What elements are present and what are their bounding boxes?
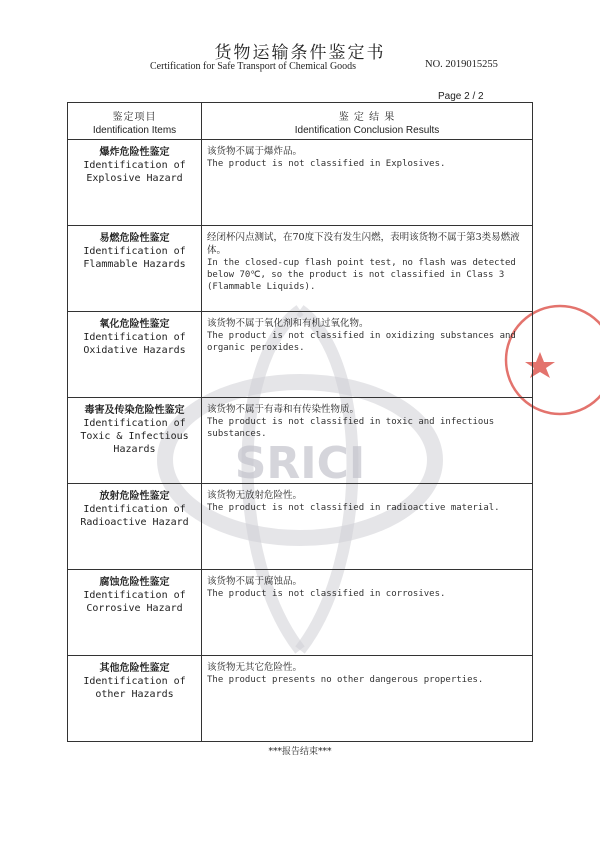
- table-row: [68, 484, 533, 570]
- item-en: Identification of Radioactive Hazard: [80, 504, 189, 528]
- result-cn: 该货物不属于腐蚀品。: [207, 576, 303, 587]
- table-row: [68, 398, 533, 484]
- result-en: In the closed-cup flash point test, no flash was detected below 70℃, so the product is not classified in Class 3 (Flammable Liquids).: [207, 258, 516, 292]
- col-header-items: [68, 103, 202, 140]
- col-header-results: [202, 103, 533, 140]
- result-en: The product is not classified in oxidizing substances and organic peroxides.: [207, 331, 516, 353]
- item-cn: 腐蚀危险性鉴定: [99, 577, 170, 588]
- item-en: Identification of other Hazards: [83, 676, 186, 700]
- col-header-items-cn: 鉴定项目: [112, 112, 157, 123]
- end-of-report: ***报告结束***: [268, 747, 332, 757]
- table-row: [68, 656, 533, 742]
- item-cn: 爆炸危险性鉴定: [99, 147, 170, 158]
- table-row: [68, 312, 533, 398]
- result-cn: 该货物无其它危险性。: [207, 662, 303, 673]
- item-cell: [68, 140, 202, 226]
- result-cell: [202, 226, 533, 312]
- item-cell: [68, 312, 202, 398]
- item-cn: 毒害及传染危险性鉴定: [84, 405, 185, 416]
- result-cn: 该货物不属于有毒和有传染性物质。: [207, 404, 360, 415]
- document-title-cn: 货物运输条件鉴定书: [214, 43, 386, 63]
- result-en: The product is not classified in Explosives.: [207, 159, 446, 169]
- item-en: Identification of Explosive Hazard: [83, 160, 186, 184]
- item-cn: 放射危险性鉴定: [99, 491, 170, 502]
- watermark-text: SRICI: [234, 438, 366, 489]
- result-cell: [202, 484, 533, 570]
- item-en: Identification of Oxidative Hazards: [83, 332, 186, 356]
- item-cn: 易燃危险性鉴定: [99, 233, 170, 244]
- item-cell: [68, 656, 202, 742]
- item-cell: [68, 570, 202, 656]
- result-en: The product is not classified in radioactive material.: [207, 503, 500, 513]
- result-cell: [202, 140, 533, 226]
- col-header-results-cn: 鉴 定 结 果: [338, 112, 396, 123]
- result-cn: 该货物无放射危险性。: [207, 490, 303, 501]
- result-cn: 经闭杯闪点测试，在70度下没有发生闪燃，表明该货物不属于第3类易燃液体。: [207, 232, 520, 256]
- table-header-row: [68, 103, 533, 140]
- result-cell: [202, 570, 533, 656]
- item-cell: [68, 484, 202, 570]
- document-title-en: Certification for Safe Transport of Chemical Goods: [150, 61, 357, 72]
- item-cn: 氧化危险性鉴定: [99, 319, 170, 330]
- identification-table: [67, 102, 533, 742]
- report-number: NO. 2019015255: [425, 59, 498, 70]
- table-row: [68, 140, 533, 226]
- result-en: The product is not classified in toxic and infectious substances.: [207, 417, 495, 439]
- result-en: The product is not classified in corrosives.: [207, 589, 446, 599]
- result-cell: [202, 398, 533, 484]
- item-en: Identification of Flammable Hazards: [83, 246, 186, 270]
- result-cell: [202, 312, 533, 398]
- page-number: Page 2 / 2: [438, 91, 484, 102]
- item-en: Identification of Toxic & Infectious Hazards: [80, 418, 189, 455]
- item-cell: [68, 398, 202, 484]
- item-cn: 其他危险性鉴定: [99, 663, 170, 674]
- result-en: The product presents no other dangerous properties.: [207, 675, 484, 685]
- result-cell: [202, 656, 533, 742]
- item-en: Identification of Corrosive Hazard: [83, 590, 186, 614]
- table-row: [68, 570, 533, 656]
- col-header-results-en: Identification Conclusion Results: [294, 125, 440, 136]
- table-row: [68, 226, 533, 312]
- result-cn: 该货物不属于氧化剂和有机过氧化物。: [207, 318, 369, 329]
- col-header-items-en: Identification Items: [92, 125, 177, 136]
- result-cn: 该货物不属于爆炸品。: [207, 146, 303, 157]
- item-cell: [68, 226, 202, 312]
